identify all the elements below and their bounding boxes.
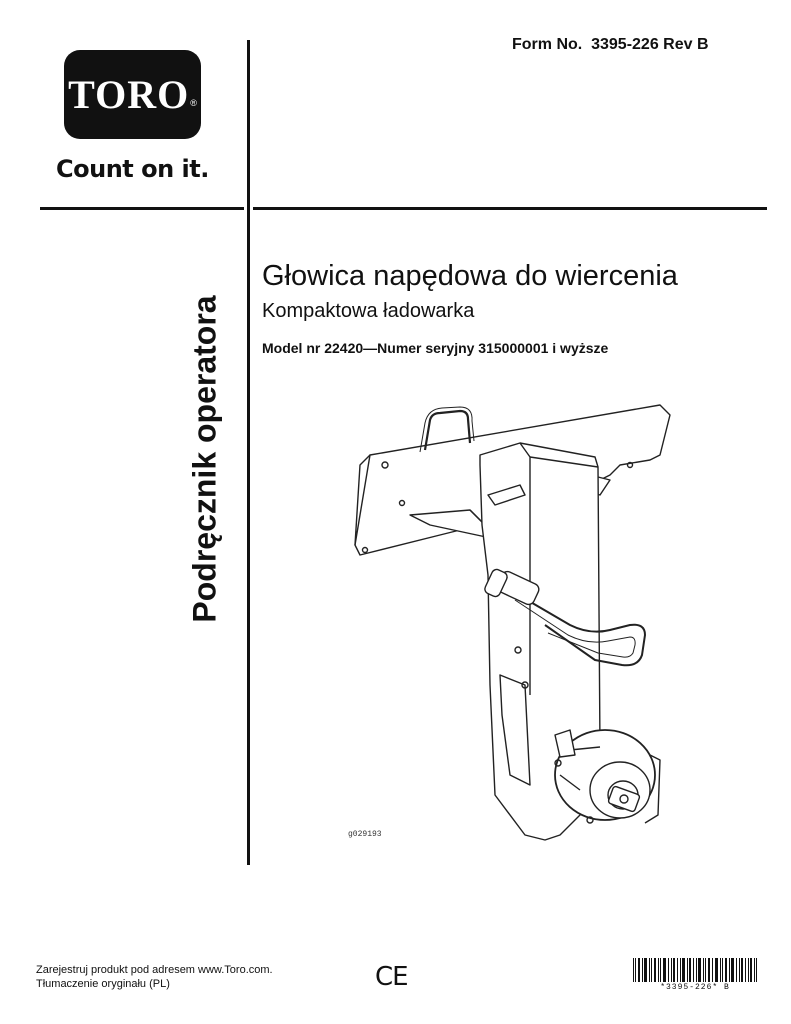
- document-title: Głowica napędowa do wiercenia: [262, 260, 678, 292]
- form-number: Form No. 3395-226 Rev B: [512, 36, 709, 53]
- barcode-icon: [633, 958, 757, 982]
- register-note: Zarejestruj produkt pod adresem www.Toro.com.: [36, 964, 273, 976]
- side-title: Podręcznik operatora: [186, 295, 223, 623]
- vertical-divider: [247, 40, 250, 865]
- model-line: Model nr 22420—Numer seryjny 315000001 i wyższe: [262, 340, 609, 356]
- ce-mark-icon: CE: [375, 962, 408, 992]
- tagline: Count on it.: [56, 155, 209, 183]
- barcode-text: *3395-226* B: [660, 983, 730, 992]
- logo-text: TORO: [68, 72, 190, 117]
- translation-note: Tłumaczenie oryginału (PL): [36, 978, 170, 990]
- drill-power-head-illustration: [330, 395, 690, 855]
- registered-mark: ®: [190, 97, 197, 108]
- horizontal-divider-left: [40, 207, 244, 210]
- figure-code: g029193: [348, 830, 382, 839]
- toro-logo: [64, 50, 201, 139]
- document-subtitle: Kompaktowa ładowarka: [262, 300, 475, 322]
- horizontal-divider-right: [253, 207, 767, 210]
